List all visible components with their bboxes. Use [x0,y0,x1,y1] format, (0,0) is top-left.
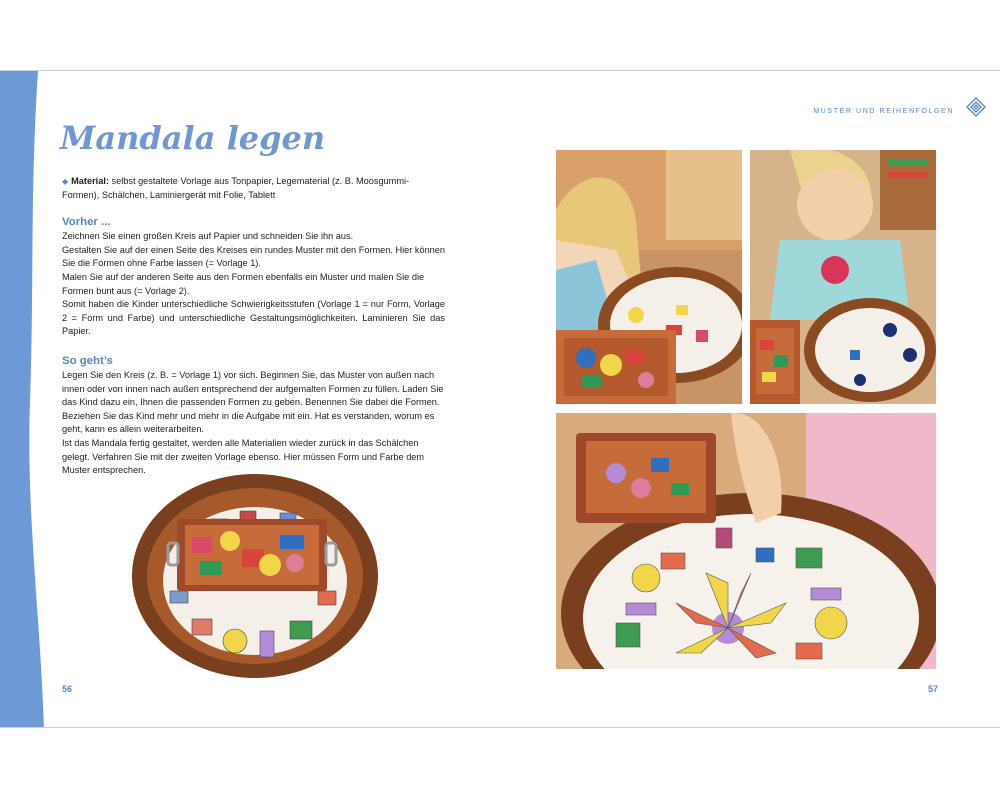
page-title: Mandala legen [60,119,326,157]
section-title-so-gehts: So geht’s [62,354,113,367]
left-wave-decoration [0,71,60,728]
page-number-left: 56 [62,684,73,694]
paragraph: Legen Sie den Kreis (z. B. = Vorlage 1) vor sich. Beginnen Sie, das Muster von außen nach innen oder von innen nach außen entsprechend der aufgemalten Formen zu füllen. Laden Sie das Kind dazu ein, Ihnen die passenden Formen zu geben. Benennen Sie dabei die Formen. Beziehen Sie das Kind mehr und mehr in die Aufgabe mit ein. Hat es verstanden, worum es geht, kann es allein weiterarbeiten. [62,369,444,435]
section-header: MUSTER UND REIHENFOLGEN [813,108,954,115]
paragraph: Somit haben die Kinder unterschiedliche Schwierigkeitsstufen (Vorlage 1 = nur Form, Vorlage 2 = Form und Farbe) und unterschiedliche Gestaltungsmöglichkeiten. Laminieren Sie das Papier. [62,299,445,337]
paragraph: Ist das Mandala fertig gestaltet, werden alle Materialien wieder zurück in das Schälchen gelegt. Verfahren Sie mit der zweiten Vorlage ebenso. Hier müssen Form und Farbe dem Muster entsprechen. [62,437,425,476]
diamond-pattern-icon [966,97,986,117]
page-number-right: 57 [928,684,939,694]
material-label: Material: [71,176,109,186]
photo-colored-mandala [556,413,936,669]
paragraph: Zeichnen Sie einen großen Kreis auf Papier und schneiden Sie ihn aus. [62,231,354,242]
bullet-diamond-icon: ◆ [62,177,69,186]
section-title-vorher: Vorher ... [62,216,111,229]
photo-tray-mandala [130,471,380,681]
material-paragraph [62,175,445,202]
text-column [62,175,445,478]
paragraph: Malen Sie auf der anderen Seite aus den Formen ebenfalls ein Muster und malen Sie die Formen bunt aus (= Vorlage 2). [62,271,425,296]
material-text: selbst gestaltete Vorlage aus Tonpapier, Legematerial (z. B. Moosgummi-Formen), Schälchen, Laminiergerät mit Folie, Tablett [62,176,410,200]
photo-girl-with-tray [750,150,936,404]
paragraph: Gestalten Sie auf der einen Seite des Kreises ein rundes Muster mit den Formen. Hier können Sie die Formen ohne Farbe lassen (= Vorlage 1). [62,244,446,269]
photo-child-placing-shapes [556,150,742,404]
book-spread [0,70,1000,728]
